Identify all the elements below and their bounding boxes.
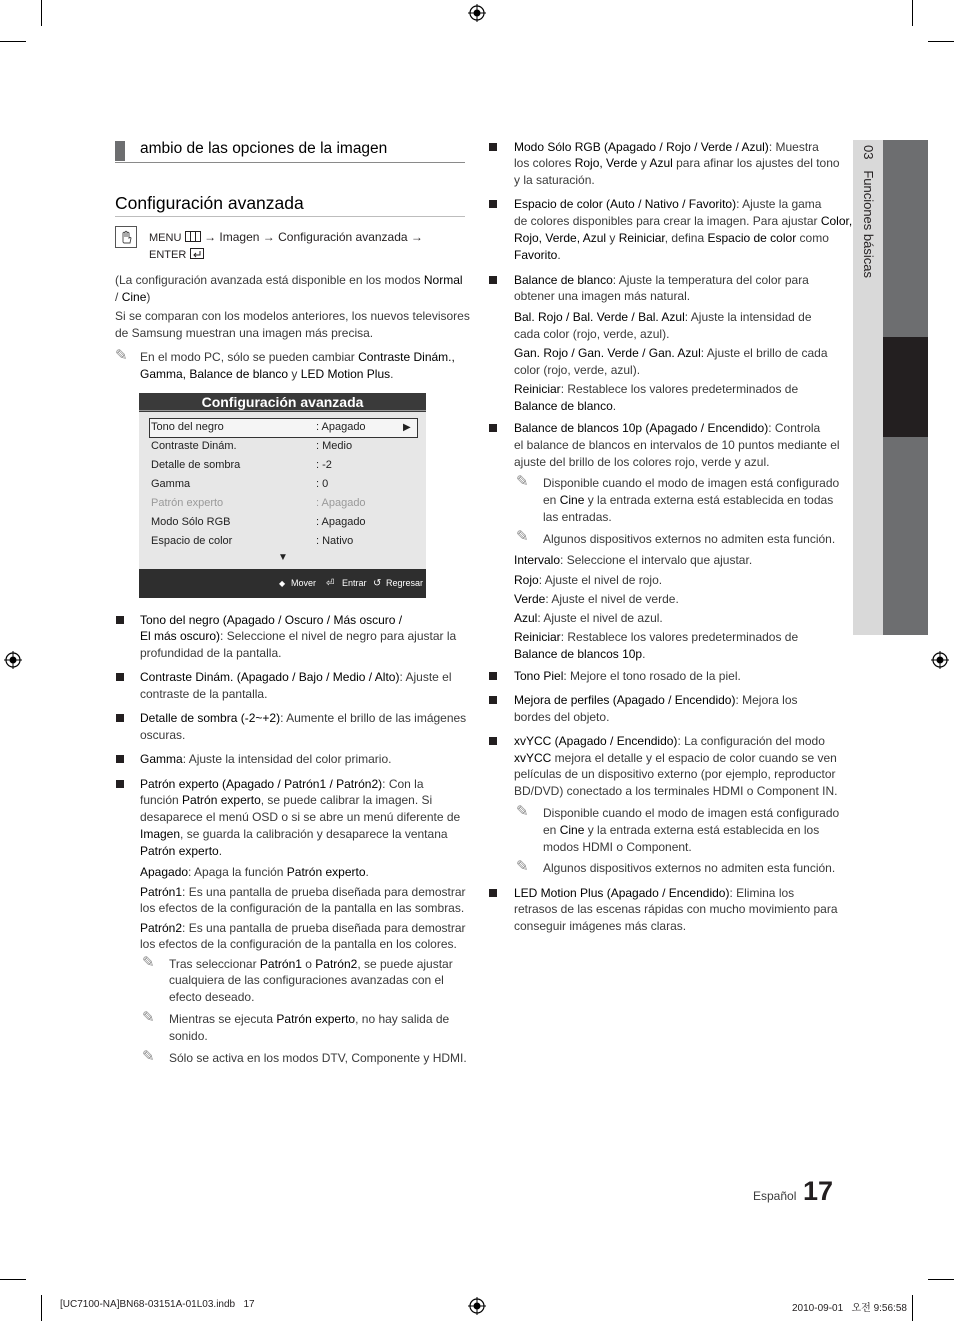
desc: : Ajuste el nivel de rojo. — [538, 573, 663, 587]
r4-note1-line2 — [543, 492, 833, 509]
desc: , se puede calibrar la imagen. Si — [260, 793, 433, 807]
desc: : Ajuste la intensidad del color primario. — [182, 752, 392, 766]
crop-mark — [41, 1295, 42, 1321]
menu-item-imagen: Imagen — [219, 230, 260, 244]
contraste-line2: contraste de la pantalla. — [140, 687, 268, 701]
desc: : Es una pantalla de prueba diseñada para demostrar — [182, 921, 466, 935]
led-line1 — [514, 885, 794, 902]
r7-note1-line1: Disponible cuando el modo de imagen está configurado — [543, 806, 840, 820]
note-pencil-icon: ✎ — [516, 858, 529, 875]
note-text: y — [288, 367, 301, 381]
bold-text: Color, — [820, 214, 853, 228]
section-title: ambio de las opciones de la imagen — [140, 140, 388, 157]
osd-menu — [139, 393, 426, 598]
osd-row-label: Modo Sólo RGB — [151, 516, 231, 528]
note-pencil-icon: ✎ — [516, 528, 529, 545]
reiniciar-line2 — [514, 398, 616, 415]
intro-note-line1 — [140, 349, 455, 366]
balance10-line1 — [514, 420, 820, 437]
section-header — [115, 139, 465, 163]
intro-close: ) — [146, 290, 151, 304]
r4-note1-line1: Disponible cuando el modo de imagen está configurado — [543, 476, 840, 490]
espacio-line2 — [514, 213, 852, 230]
desc: , defina — [664, 231, 708, 245]
osd-regresar: Regresar — [386, 578, 424, 588]
desc: : Ajuste el — [399, 670, 452, 684]
note-text: . — [390, 367, 394, 381]
arrow: → — [262, 230, 275, 244]
note-pencil-icon: ✎ — [142, 1048, 155, 1065]
osd-row-label: Detalle de sombra — [151, 459, 241, 471]
bold-text: Patrón1 — [259, 957, 302, 971]
note2-line2: sonido. — [169, 1029, 208, 1043]
crop-mark — [928, 41, 954, 42]
bold-text: Cine — [559, 493, 585, 507]
osd-row[interactable] — [151, 418, 411, 437]
desc: : Seleccione el nivel de negro para ajustar la — [220, 629, 457, 643]
bold-text: Espacio de color (Auto / Nativo / Favorito) — [514, 197, 737, 211]
up-down-arrows-icon: ◆ — [279, 579, 286, 588]
balance10-line3: ajuste del brillo de los colores rojo, verde y azul. — [514, 455, 770, 469]
led-line2: retrasos de las escenas rápidas con mucho movimiento para — [514, 902, 838, 916]
osd-row-value: : Apagado — [316, 516, 366, 528]
gan-line1 — [514, 345, 828, 362]
xvycc-line3: películas de un dispositivo externo (por ejemplo, reproductor — [514, 767, 836, 781]
perfiles-line1 — [514, 692, 798, 709]
desc: función — [140, 793, 183, 807]
reiniciar-line1 — [514, 381, 798, 398]
note3-line: Sólo se activa en los modos DTV, Componente y HDMI. — [169, 1051, 467, 1065]
bold-text: Tono Piel — [514, 669, 564, 683]
bold-text: Patrón experto — [286, 865, 366, 879]
bullet-square — [489, 696, 497, 704]
bold-text: Balance de blanco — [514, 399, 613, 413]
desc: : Muestra — [768, 140, 819, 154]
desc: y — [606, 231, 619, 245]
bold-text: xvYCC (Apagado / Encendido) — [514, 734, 678, 748]
gamma-line — [140, 751, 391, 768]
desc: de colores disponibles para crear la imagen. Para ajustar — [514, 214, 821, 228]
arrow: → — [410, 230, 423, 244]
patron1-line2: los efectos de la configuración de la pantalla en las sombras. — [140, 901, 465, 915]
arrow: → — [204, 230, 217, 244]
osd-row-label: Patrón experto — [151, 497, 224, 509]
desc: : Mejora los — [735, 693, 798, 707]
note-text: En el modo PC, sólo se pueden cambiar — [140, 350, 359, 364]
intro-line3: de Samsung muestran una imagen más precisa. — [115, 326, 374, 340]
triangle-right-icon: ▶ — [403, 422, 411, 433]
bold-text: Patrón experto — [140, 844, 219, 858]
osd-row-value: : Nativo — [316, 535, 354, 547]
note-pencil-icon: ✎ — [142, 1009, 155, 1026]
intervalo-line — [514, 552, 752, 569]
patron-line3: desaparece el menú OSD o si se abre un menú diferente de — [140, 810, 461, 824]
osd-row-label: Gamma — [151, 478, 191, 490]
desc: : Mejore el tono rosado de la piel. — [563, 669, 741, 683]
note2-line1 — [169, 1011, 449, 1028]
bold-text: Azul — [649, 156, 673, 170]
bullet-square — [489, 143, 497, 151]
desc: y la entrada externa está establecida en todas — [584, 493, 834, 507]
desc: . — [557, 248, 561, 262]
balance-line2: obtener una imagen más natural. — [514, 289, 691, 303]
enter-icon — [190, 248, 204, 259]
crop-mark — [41, 0, 42, 26]
desc: , se puede ajustar — [357, 957, 453, 971]
intro-note-line2 — [140, 366, 393, 383]
desc: , se guarda la calibración y desaparece la ventana — [180, 827, 448, 841]
bullet-square — [116, 780, 124, 788]
xvycc-line4: BD/DVD) conectado a los terminales HDMI o Component IN. — [514, 784, 838, 798]
enter-label: ENTER — [149, 249, 187, 261]
bold-text: Balance de blanco — [514, 273, 613, 287]
bold-text: Patrón2 — [140, 921, 183, 935]
desc: , no hay salida de — [355, 1012, 450, 1026]
footer-language: Español — [753, 1189, 797, 1203]
registration-mark-icon — [4, 651, 22, 669]
side-tab-dark — [883, 140, 928, 337]
intro-line2: Si se comparan con los modelos anteriores, los nuevos televisores — [115, 309, 470, 323]
espacio-line4 — [514, 247, 561, 264]
r4-note2: Algunos dispositivos externos no admiten esta función. — [543, 532, 836, 546]
menu-icon — [185, 231, 201, 242]
bold-text: Balance de blancos 10p — [514, 647, 643, 661]
tono-negro-line2 — [140, 628, 456, 645]
desc: : Es una pantalla de prueba diseñada para demostrar — [182, 885, 466, 899]
bold-text: Modo Sólo RGB (Apagado / Rojo / Verde / Azul) — [514, 140, 769, 154]
xvycc-line2 — [514, 750, 837, 767]
bold-text: Patrón experto (Apagado / Patrón1 / Patrón2) — [140, 777, 383, 791]
desc: Tras seleccionar — [169, 957, 260, 971]
desc: mejora el detalle y el espacio de color cuando se ven — [551, 751, 837, 765]
intro-line1b — [115, 289, 150, 306]
bold-text: Bal. Rojo / Bal. Verde / Bal. Azul — [514, 310, 685, 324]
bold-text: Gamma — [140, 752, 183, 766]
menu-path — [149, 229, 459, 247]
desc: : Elimina los — [729, 886, 795, 900]
bold-text: Contraste Dinám. (Apagado / Bajo / Medio / Alto) — [140, 670, 400, 684]
desc: : Ajuste el nivel de azul. — [537, 611, 663, 625]
subsection-title: Configuración avanzada — [115, 193, 304, 213]
bold-text: Espacio de color — [707, 231, 797, 245]
bold-text: Reiniciar — [618, 231, 665, 245]
bold-text: Mejora de perfiles (Apagado / Encendido) — [514, 693, 736, 707]
osd-footer — [139, 569, 426, 598]
desc: en — [543, 823, 560, 837]
crop-mark — [912, 0, 913, 26]
crop-mark — [0, 1279, 26, 1280]
bullet-square — [116, 616, 124, 624]
bold-text: Verde — [514, 592, 546, 606]
balance10-line2: el balance de blancos en intervalos de 10 puntos mediante el — [514, 438, 840, 452]
imprint-file: [UC7100-NA]BN68-03151A-01L03.indb 17 — [60, 1299, 255, 1310]
desc: Mientras se ejecuta — [169, 1012, 277, 1026]
desc: : Ajuste el nivel de verde. — [545, 592, 679, 606]
desc: : Controla — [768, 421, 821, 435]
rgb-line3: y la saturación. — [514, 173, 595, 187]
bold-text: Imagen — [140, 827, 181, 841]
desc: : Apaga la función — [188, 865, 287, 879]
osd-row[interactable] — [151, 475, 411, 494]
section-bar — [115, 141, 125, 161]
desc: : Restablece los valores predeterminados de — [560, 630, 799, 644]
desc: en — [543, 493, 560, 507]
bullet-square — [116, 673, 124, 681]
triangle-down-icon[interactable]: ▼ — [278, 552, 288, 563]
side-tab-label — [860, 145, 876, 345]
bold-text: Reiniciar — [514, 382, 561, 396]
intro-normal: Normal — [423, 273, 463, 287]
osd-row-value: : Apagado — [316, 497, 366, 509]
bal-line2: cada color (rojo, verde, azul). — [514, 327, 670, 341]
osd-row-value: : Apagado — [316, 421, 366, 433]
r4-note1-line3: las entradas. — [543, 510, 612, 524]
bullet-square — [489, 200, 497, 208]
espacio-line1 — [514, 196, 821, 213]
patron1-line1 — [140, 884, 466, 901]
registration-mark-icon — [468, 4, 486, 22]
bold-text: Rojo, Verde, Azul — [514, 231, 607, 245]
bold-text: Patrón2 — [315, 957, 358, 971]
osd-row-label: Contraste Dinám. — [151, 440, 237, 452]
note1-line1 — [169, 956, 453, 973]
enter-icon: ⏎ — [326, 578, 335, 589]
reiniciar2-line2 — [514, 646, 645, 663]
intro-text: (La configuración avanzada está disponible en los modos — [115, 273, 424, 287]
desc: : Ajuste la gama — [736, 197, 822, 211]
desc: : Ajuste la temperatura del color para — [612, 273, 809, 287]
desc: y — [637, 156, 650, 170]
bullet-square — [116, 755, 124, 763]
osd-mover: Mover — [291, 578, 317, 588]
bold-text: xvYCC — [514, 751, 552, 765]
bold-text: Apagado — [140, 865, 189, 879]
chapter-label: Funciones básicas — [861, 170, 876, 278]
side-tab-active — [883, 337, 928, 437]
bold-text: Gan. Rojo / Gan. Verde / Gan. Azul — [514, 346, 701, 360]
apagado-line — [140, 864, 369, 881]
bold-text: Patrón1 — [140, 885, 183, 899]
note-bold: Gamma, Balance de blanco — [140, 367, 289, 381]
desc: para afinar los ajustes del tono — [672, 156, 840, 170]
crop-mark — [0, 41, 26, 42]
menu-item-configuracion: Configuración avanzada — [278, 230, 408, 244]
bold-text: Tono del negro (Apagado / Oscuro / Más oscuro / — [140, 613, 403, 627]
menu-path-enter — [149, 246, 204, 264]
desc: . — [218, 844, 223, 858]
bullet-square — [489, 737, 497, 745]
desc: : Con la — [382, 777, 424, 791]
desc: : Ajuste la intensidad de — [684, 310, 812, 324]
bullet-square — [489, 424, 497, 432]
menu-label: MENU — [149, 232, 182, 244]
desc: . — [365, 865, 369, 879]
bold-text: LED Motion Plus (Apagado / Encendido) — [514, 886, 730, 900]
note-pencil-icon: ✎ — [142, 954, 155, 971]
osd-row[interactable] — [151, 437, 411, 456]
patron-line1 — [140, 776, 424, 793]
rojo-line — [514, 572, 662, 589]
patron2-line2: los efectos de la configuración de la pantalla en los colores. — [140, 937, 457, 951]
bold-text: Detalle de sombra (-2~+2) — [140, 711, 281, 725]
bold-text: Intervalo — [514, 553, 561, 567]
bold-text: Balance de blancos 10p (Apagado / Encendido) — [514, 421, 769, 435]
osd-row-label: Tono del negro — [151, 421, 224, 433]
balance-line1 — [514, 272, 809, 289]
osd-row[interactable] — [151, 513, 411, 532]
registration-mark-icon — [468, 1297, 486, 1315]
patron-line2 — [140, 792, 432, 809]
rgb-line2 — [514, 155, 840, 172]
crop-mark — [912, 1295, 913, 1321]
bold-text: Cine — [559, 823, 585, 837]
reiniciar2-line1 — [514, 629, 798, 646]
bullet-square — [489, 276, 497, 284]
r7-note1-line2 — [543, 822, 819, 839]
tono-negro-line3: profundidad de la pantalla. — [140, 646, 282, 660]
desc: los colores — [514, 156, 575, 170]
patron2-line1 — [140, 920, 466, 937]
side-tab-dark — [883, 437, 928, 635]
desc: . — [612, 399, 617, 413]
desc: : Ajuste el brillo de cada — [700, 346, 828, 360]
tono-piel-line — [514, 668, 741, 685]
bullet-square — [116, 714, 124, 722]
note-pencil-icon: ✎ — [115, 347, 128, 364]
desc: . — [642, 647, 646, 661]
osd-row[interactable] — [151, 456, 411, 475]
desc: : Restablece los valores predeterminados de — [560, 382, 799, 396]
desc: : La configuración del modo — [677, 734, 825, 748]
azul-line — [514, 610, 663, 627]
intro-cine: Cine — [121, 290, 147, 304]
bold-text: Rojo — [514, 573, 539, 587]
osd-row-value: : -2 — [316, 459, 332, 471]
rgb-line1 — [514, 139, 819, 156]
led-line3: conseguir imágenes más claras. — [514, 919, 687, 933]
bal-line1 — [514, 309, 812, 326]
intro-line1 — [115, 272, 463, 289]
osd-title: Configuración avanzada — [139, 393, 426, 412]
hand-pointer-icon — [115, 226, 137, 248]
bold-text: Azul — [514, 611, 538, 625]
sombra-line2: oscuras. — [140, 728, 186, 742]
desc: : Seleccione el intervalo que ajustar. — [560, 553, 753, 567]
desc: y la entrada externa está establecida en los — [584, 823, 820, 837]
bullet-square — [489, 889, 497, 897]
intro-sep: / — [115, 290, 119, 304]
patron-line4 — [140, 826, 448, 843]
bold-text: Reiniciar — [514, 630, 561, 644]
crop-mark — [928, 1279, 954, 1280]
r7-note1-line3: modos HDMI o Component. — [543, 840, 692, 854]
contraste-line1 — [140, 669, 452, 686]
note-bold: Contraste Dinám., — [358, 350, 455, 364]
osd-row-value: : Medio — [316, 440, 353, 452]
verde-line — [514, 591, 679, 608]
desc: o — [301, 957, 316, 971]
sombra-line1 — [140, 710, 466, 727]
espacio-line3 — [514, 230, 829, 247]
osd-row-label: Espacio de color — [151, 535, 233, 547]
patron-line5 — [140, 843, 222, 860]
subsection-header — [115, 193, 465, 217]
bold-text: Patrón experto — [182, 793, 261, 807]
gan-line2: color (rojo, verde, azul). — [514, 363, 641, 377]
osd-row-value: : 0 — [316, 478, 329, 490]
imprint-date: 2010-09-01 오전 9:56:58 — [792, 1303, 907, 1314]
osd-entrar: Entrar — [342, 578, 367, 588]
registration-mark-icon — [931, 651, 949, 669]
note-pencil-icon: ✎ — [516, 473, 529, 490]
bullet-square — [489, 672, 497, 680]
bold-text: El más oscuro) — [140, 629, 221, 643]
perfiles-line2: bordes del objeto. — [514, 710, 610, 724]
desc: como — [796, 231, 829, 245]
bold-text: Favorito — [514, 248, 558, 262]
chapter-number: 03 — [861, 145, 876, 160]
page-number: 17 — [803, 1176, 834, 1206]
bold-text: Rojo, Verde — [574, 156, 638, 170]
osd-row[interactable] — [151, 532, 411, 551]
note-pencil-icon: ✎ — [516, 803, 529, 820]
note-bold: LED Motion Plus — [300, 367, 391, 381]
tono-negro-title1 — [140, 612, 402, 629]
note1-line2: cualquiera de las configuraciones avanzadas con el — [169, 973, 444, 987]
desc: : Aumente el brillo de las imágenes — [280, 711, 467, 725]
bold-text: Patrón experto — [276, 1012, 356, 1026]
xvycc-line1 — [514, 733, 825, 750]
r7-note2: Algunos dispositivos externos no admiten esta función. — [543, 861, 836, 875]
osd-row-disabled — [151, 494, 411, 513]
return-icon: ↺ — [373, 578, 382, 589]
note1-line3: efecto deseado. — [169, 990, 255, 1004]
